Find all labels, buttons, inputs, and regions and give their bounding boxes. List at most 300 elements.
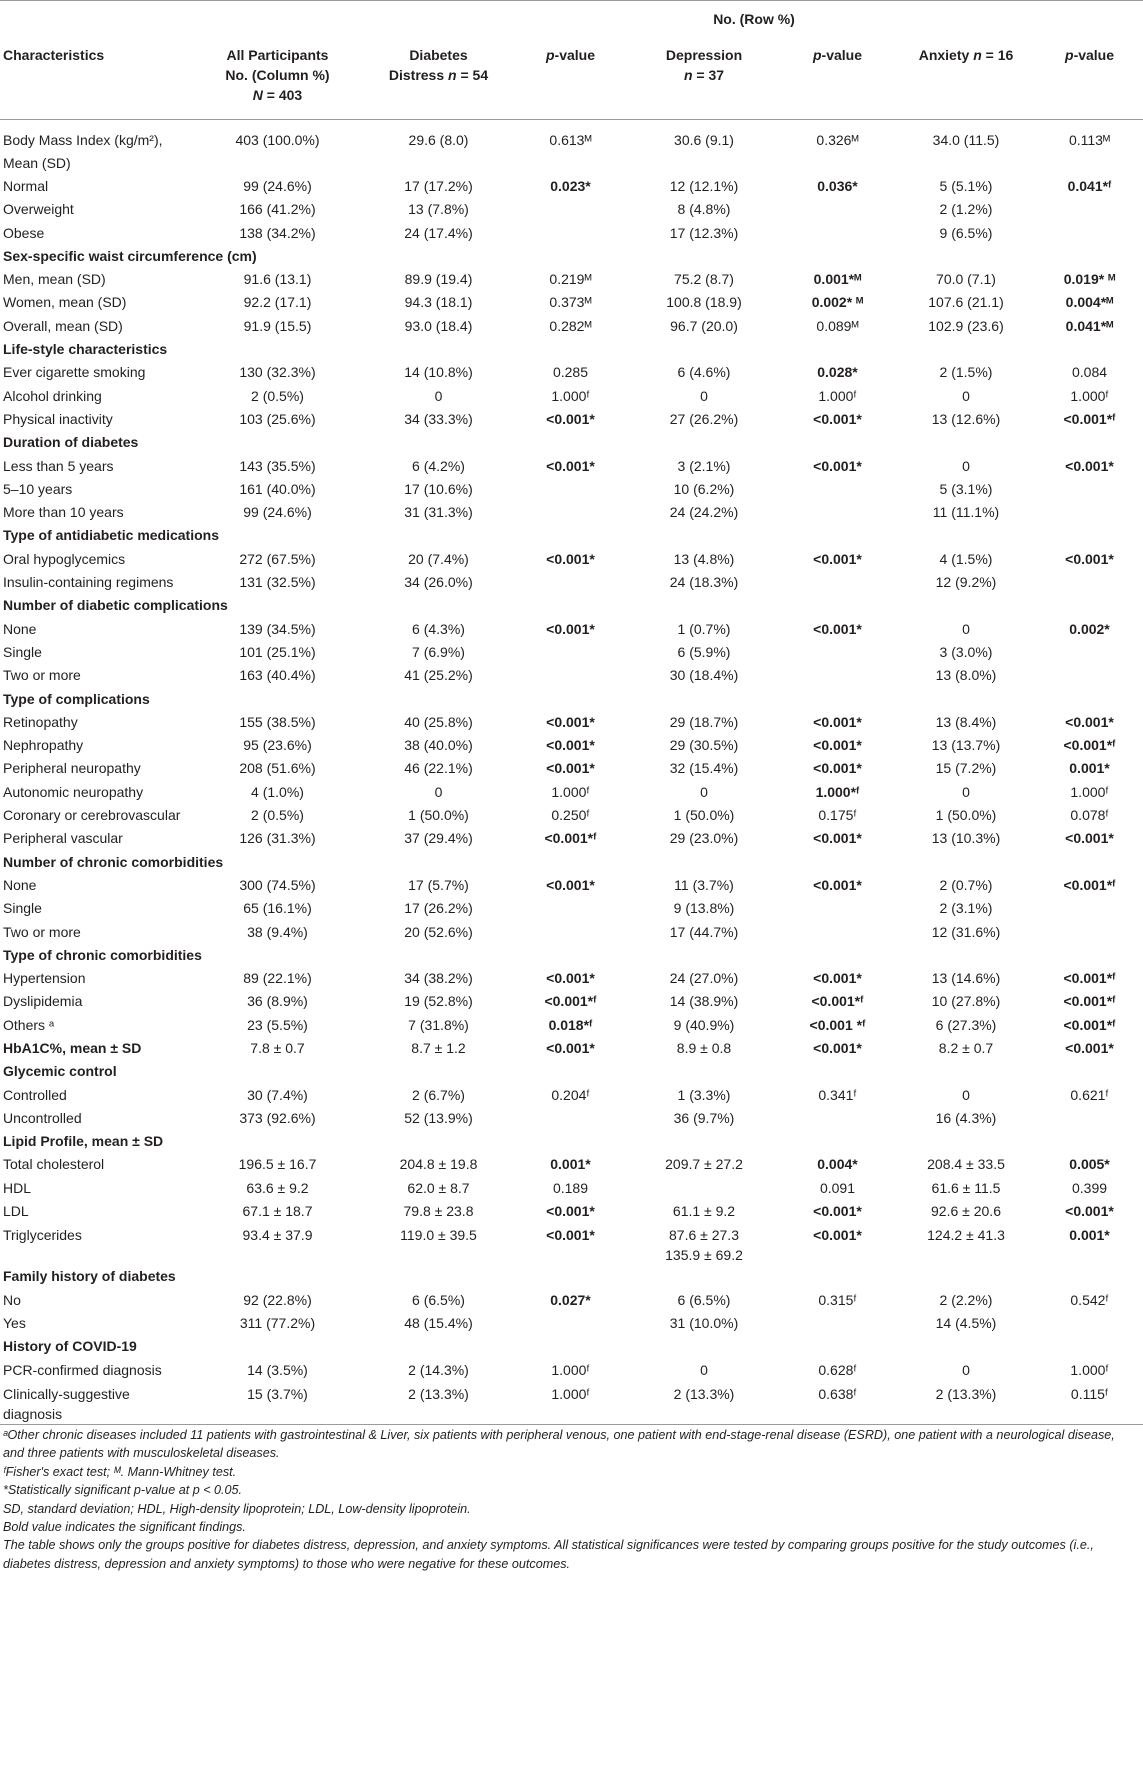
cell-dep: 17 (12.3%): [669, 224, 739, 241]
cell-p1: 1.000ᶠ: [512, 1382, 629, 1425]
cell-anx: 0: [962, 783, 970, 800]
cell-dd: 17 (26.2%): [404, 900, 473, 917]
cell-p1: <0.001*: [546, 550, 595, 567]
table-row: [0, 827, 1143, 850]
table-row: [0, 618, 1143, 641]
cell-anx: 11 (11.1%): [932, 504, 1000, 521]
table-row: [0, 1382, 1143, 1425]
cell-p1: 0.023*: [550, 178, 591, 194]
cell-all: 161 (40.0%): [239, 480, 316, 497]
cell-p2: 0.638ᶠ: [779, 1382, 896, 1425]
cell-dd: 41 (25.2%): [404, 667, 473, 684]
cell-dd: 24 (17.4%): [404, 224, 473, 241]
cell-p1: <0.001*: [546, 876, 595, 893]
cell-dd: 29.6 (8.0): [408, 132, 469, 148]
cell-dep: 0: [700, 1361, 708, 1378]
table-row: [0, 120, 1143, 176]
col-characteristics: Characteristics: [0, 37, 190, 120]
cell-anx: 9 (6.5%): [939, 224, 993, 241]
cell-dd: 93.0 (18.4): [404, 317, 473, 334]
cell-dd: 38 (40.0%): [404, 737, 473, 754]
table-row: [0, 967, 1143, 990]
cell-dep: 0: [700, 387, 708, 404]
cell-all: 91.6 (13.1): [243, 271, 312, 288]
cell-p3: 0.542ᶠ: [1070, 1291, 1109, 1308]
cell-p1: <0.001*: [546, 737, 595, 754]
cell-all: 30 (7.4%): [247, 1086, 308, 1103]
cell-anx: 16 (4.3%): [935, 1109, 997, 1126]
cell-dep: 2 (13.3%): [629, 1382, 779, 1425]
row-label: Body Mass Index (kg/m²), Mean (SD): [3, 132, 163, 171]
cell-anx: 10 (27.8%): [931, 993, 1001, 1010]
cell-p2: <0.001*: [813, 1039, 862, 1056]
cell-dep: 1 (0.7%): [677, 620, 731, 637]
cell-p3: 0.115ᶠ: [1036, 1382, 1143, 1425]
cell-dd: 2 (13.3%): [365, 1382, 512, 1425]
cell-p1: 0.027*: [550, 1291, 591, 1308]
cell-dep: [629, 1223, 779, 1265]
cell-p2: [779, 921, 896, 944]
row-label: PCR-confirmed diagnosis: [3, 1361, 162, 1378]
cell-dep: 32 (15.4%): [669, 760, 739, 777]
table-row: [0, 921, 1143, 944]
cell-dd: 2 (6.7%): [412, 1086, 465, 1103]
cell-p3: <0.001*ᶠ: [1063, 993, 1116, 1010]
cell-p1: 0.250ᶠ: [551, 807, 590, 824]
row-label: Coronary or cerebrovascular: [3, 807, 181, 824]
cell-p2: <0.001*: [813, 410, 862, 427]
cell-p3: 0.004*ᴹ: [1065, 294, 1114, 311]
cell-p2: 0.326ᴹ: [816, 132, 859, 148]
cell-dep: 29 (18.7%): [669, 713, 739, 730]
cell-anx: 70.0 (7.1): [936, 271, 996, 288]
row-label: Nephropathy: [3, 737, 84, 754]
cell-dep: 6 (6.5%): [677, 1291, 731, 1308]
cell-dd: 6 (4.3%): [412, 620, 465, 637]
row-label: Others ᵃ: [3, 1016, 55, 1033]
cell-p2: [779, 501, 896, 524]
row-label: More than 10 years: [3, 504, 124, 521]
table-row: [0, 175, 1143, 198]
table-row: [0, 1177, 1143, 1200]
section-title: Glycemic control: [3, 1063, 117, 1080]
cell-p2: <0.001*: [813, 713, 862, 730]
row-label: Autonomic neuropathy: [3, 783, 144, 800]
cell-anx: 3 (3.0%): [939, 643, 993, 660]
cell-p3: <0.001*ᶠ: [1063, 1016, 1116, 1033]
cell-p2: [779, 198, 896, 221]
cell-anx: 124.2 ± 41.3: [927, 1227, 1005, 1244]
cell-dep: 13 (4.8%): [673, 550, 735, 567]
section-row: [0, 1265, 1143, 1288]
cell-anx: 92.6 ± 20.6: [931, 1203, 1001, 1220]
cell-anx: 34.0 (11.5): [932, 132, 1000, 148]
cell-anx: 61.6 ± 11.5: [931, 1179, 1001, 1196]
table-row: [0, 198, 1143, 221]
cell-anx: 0: [962, 1086, 970, 1103]
table-row: [0, 408, 1143, 431]
cell-dd: 6 (6.5%): [412, 1291, 465, 1308]
row-label: Retinopathy: [3, 713, 78, 730]
table-row: [0, 874, 1143, 897]
row-label: Less than 5 years: [3, 457, 114, 474]
footnote-scope: The table shows only the groups positive for diabetes distress, depression, and anxiety symptoms. All statistical significances were tested by comparing groups positive for the study outcomes (i.e., diabetes distress, depression and anxiety symptoms) to those who were negative for these outcomes.: [3, 1538, 1094, 1571]
cell-anx: 208.4 ± 33.5: [927, 1156, 1005, 1173]
table-row: [0, 1037, 1143, 1060]
cell-p3: 0.084: [1071, 364, 1108, 381]
cell-dd: 119.0 ± 39.5: [400, 1227, 477, 1244]
table-row: [0, 501, 1143, 524]
cell-p3: [1036, 198, 1143, 221]
cell-dd: 7 (31.8%): [408, 1016, 469, 1033]
cell-anx: 0: [962, 387, 970, 404]
cell-p2: 0.004*: [817, 1156, 858, 1173]
cell-dd: 20 (52.6%): [404, 923, 473, 940]
cell-all: 89 (22.1%): [243, 970, 312, 987]
section-title: Lipid Profile, mean ± SD: [3, 1133, 164, 1150]
col-depression: Depression n = 37: [629, 37, 779, 120]
cell-dd: 37 (29.4%): [404, 830, 473, 847]
cell-p1: [512, 897, 629, 920]
row-label: 5–10 years: [3, 480, 73, 497]
cell-anx: 8.2 ± 0.7: [938, 1039, 994, 1056]
section-title: Family history of diabetes: [3, 1268, 176, 1285]
cell-p1: [512, 501, 629, 524]
cell-p3: 1.000ᶠ: [1070, 1361, 1109, 1378]
cell-dd: 94.3 (18.1): [404, 294, 473, 311]
row-label: Uncontrolled: [3, 1109, 82, 1126]
section-title: History of COVID-19: [3, 1338, 137, 1355]
cell-p2: <0.001 *ᶠ: [809, 1016, 866, 1033]
cell-p3: [1036, 897, 1143, 920]
cell-p3: <0.001*ᶠ: [1063, 970, 1116, 987]
cell-all: 63.6 ± 9.2: [246, 1179, 309, 1196]
cell-anx: 13 (8.0%): [935, 667, 997, 684]
cell-p2: <0.001*: [813, 876, 862, 893]
row-label: Overweight: [3, 201, 74, 218]
row-label: None: [3, 876, 37, 893]
section-row: [0, 431, 1143, 454]
row-label: Ever cigarette smoking: [3, 364, 146, 381]
cell-p1: <0.001*ᶠ: [544, 993, 597, 1010]
cell-p2: <0.001*: [813, 970, 862, 987]
table-row: [0, 1289, 1143, 1312]
footnote-abbreviations: SD, standard deviation; HDL, High-density lipoprotein; LDL, Low-density lipoprotein.: [3, 1501, 471, 1516]
cell-dd: 17 (10.6%): [404, 480, 473, 497]
cell-p2: [779, 1312, 896, 1335]
cell-all: 67.1 ± 18.7: [242, 1203, 313, 1220]
row-label: Single: [3, 900, 42, 917]
col-anxiety: Anxiety n = 16: [896, 37, 1036, 120]
section-row: [0, 338, 1143, 361]
table-row: [0, 641, 1143, 664]
section-row: [0, 524, 1143, 547]
cell-all: 23 (5.5%): [247, 1016, 308, 1033]
cell-p3: <0.001*: [1065, 550, 1114, 567]
cell-dd: 0: [434, 783, 443, 800]
cell-dep: 61.1 ± 9.2: [672, 1203, 736, 1220]
cell-p3: 0.019* ᴹ: [1063, 271, 1116, 288]
cell-all: 163 (40.4%): [239, 667, 316, 684]
cell-dep: 3 (2.1%): [677, 457, 731, 474]
cell-all: 196.5 ± 16.7: [238, 1156, 317, 1173]
cell-anx: 13 (10.3%): [931, 830, 1001, 847]
cell-dd: 7 (6.9%): [412, 643, 465, 660]
cell-p1: 0.204ᶠ: [551, 1086, 590, 1103]
cell-p3: [1036, 1107, 1143, 1130]
cell-dep: 11 (3.7%): [674, 876, 734, 893]
cell-p1: [512, 478, 629, 501]
cell-all: 138 (34.2%): [239, 224, 316, 241]
cell-p3: 0.621ᶠ: [1070, 1086, 1109, 1103]
cell-p2: <0.001*: [813, 1227, 862, 1244]
cell-p1: <0.001*: [546, 1203, 595, 1220]
row-label: Clinically-suggestive diagnosis: [0, 1382, 190, 1425]
section-title: Number of diabetic complications: [3, 597, 228, 614]
cell-dep: 0: [700, 783, 708, 800]
cell-dd: 17 (5.7%): [408, 876, 469, 893]
cell-dep: 6 (5.9%): [677, 643, 731, 660]
cell-anx: 15 (7.2%): [935, 760, 997, 777]
row-label: Hypertension: [3, 970, 86, 987]
cell-all: 92.2 (17.1): [243, 294, 312, 311]
table-footnotes: [3, 1426, 1138, 1573]
cell-p2: <0.001*: [813, 830, 862, 847]
cell-all: 143 (35.5%): [239, 457, 316, 474]
cell-p2: [779, 641, 896, 664]
cell-p2: 1.000*ᶠ: [815, 783, 860, 800]
table-row: [0, 268, 1143, 291]
table-row: [0, 804, 1143, 827]
cell-p1: 0.613ᴹ: [549, 132, 592, 148]
table-row: [0, 990, 1143, 1013]
cell-p1: <0.001*: [546, 1227, 595, 1244]
cell-p2: [779, 478, 896, 501]
cell-p1: 0.001*: [550, 1156, 591, 1173]
table-row: [0, 1312, 1143, 1335]
cell-all: 91.9 (15.5): [243, 317, 312, 334]
cell-all: 403 (100.0%): [235, 132, 320, 148]
row-label: Obese: [3, 224, 45, 241]
table-row: [0, 1200, 1143, 1223]
table-row: [0, 291, 1143, 314]
cell-p1: 0.219ᴹ: [549, 271, 592, 288]
cell-p1: [512, 198, 629, 221]
cell-all: 4 (1.0%): [251, 783, 304, 800]
cell-dep: 29 (30.5%): [669, 737, 739, 754]
section-title: Number of chronic comorbidities: [3, 853, 224, 870]
cell-p2: 0.315ᶠ: [818, 1291, 857, 1308]
row-label: Alcohol drinking: [3, 387, 102, 404]
row-label: Two or more: [3, 923, 81, 940]
table-row: [0, 664, 1143, 687]
cell-all: 2 (0.5%): [251, 387, 304, 404]
cell-p1: <0.001*: [546, 620, 595, 637]
section-row: [0, 245, 1143, 268]
cell-dd: 79.8 ± 23.8: [403, 1203, 474, 1220]
cell-p3: <0.001*ᶠ: [1063, 410, 1116, 427]
cell-p3: [1036, 1312, 1143, 1335]
cell-p3: [1036, 501, 1143, 524]
cell-p1: <0.001*: [546, 1039, 595, 1056]
cell-dd: 40 (25.8%): [404, 713, 473, 730]
cell-all: 14 (3.5%): [247, 1361, 308, 1378]
cell-p2: 0.091: [819, 1179, 856, 1196]
table-row: [0, 361, 1143, 384]
cell-all: 15 (3.7%): [190, 1382, 365, 1425]
table-row: [0, 571, 1143, 594]
cell-all: 99 (24.6%): [243, 178, 312, 194]
cell-all: 36 (8.9%): [247, 993, 308, 1010]
cell-dep: 8.9 ± 0.8: [676, 1039, 732, 1056]
cell-p2: <0.001*ᶠ: [811, 993, 864, 1010]
row-label: Women, mean (SD): [3, 294, 127, 311]
row-label: Peripheral vascular: [3, 830, 123, 847]
cell-dep: 9 (13.8%): [673, 900, 735, 917]
cell-dd: 14 (10.8%): [404, 364, 473, 381]
cell-dep: 12 (12.1%): [669, 178, 739, 194]
cell-p2: 0.036*: [817, 178, 858, 194]
cell-p2: [779, 1107, 896, 1130]
cell-p1: <0.001*: [546, 760, 595, 777]
footnote-significance: *Statistically significant p-value at p < 0.05.: [3, 1483, 243, 1498]
cell-anx: 13 (14.6%): [931, 970, 1001, 987]
cell-p1: <0.001*: [546, 970, 595, 987]
row-label: Peripheral neuropathy: [3, 760, 141, 777]
cell-dd: 1 (50.0%): [408, 807, 469, 824]
cell-all: 126 (31.3%): [239, 830, 316, 847]
cell-dep: 1 (3.3%): [677, 1086, 731, 1103]
table-body: [0, 120, 1143, 1425]
cell-p3: <0.001*: [1065, 457, 1114, 474]
cell-p3: [1036, 641, 1143, 664]
cell-p3: 0.113ᴹ: [1068, 132, 1111, 148]
cell-dep: [629, 1177, 779, 1200]
cell-anx: 13 (8.4%): [935, 713, 997, 730]
cell-dep: 14 (38.9%): [669, 993, 739, 1010]
cell-anx: 102.9 (23.6): [928, 317, 1004, 334]
cell-p1: 1.000ᶠ: [551, 387, 590, 404]
cell-dep: 24 (24.2%): [669, 504, 739, 521]
section-row: [0, 1130, 1143, 1153]
cell-p2: 0.628ᶠ: [818, 1361, 857, 1378]
cell-p1: [512, 222, 629, 245]
cell-anx: 2 (13.3%): [896, 1382, 1036, 1425]
cell-dep: 6 (4.6%): [677, 364, 731, 381]
cell-p2: [779, 664, 896, 687]
cell-anx: 1 (50.0%): [935, 807, 997, 824]
row-label: No: [3, 1291, 21, 1308]
cell-p1: 0.285: [552, 364, 589, 381]
cell-dd: 17 (17.2%): [404, 178, 473, 194]
section-row: [0, 944, 1143, 967]
cell-p1: [512, 664, 629, 687]
footnote-bold: Bold value indicates the significant findings.: [3, 1520, 246, 1535]
col-all-participants: All Participants No. (Column %) N = 403: [190, 37, 365, 120]
table-row: [0, 455, 1143, 478]
row-label: Insulin-containing regimens: [3, 574, 174, 591]
cell-p3: 0.001*: [1069, 760, 1110, 777]
cell-dep: 17 (44.7%): [669, 923, 739, 940]
section-row: [0, 1060, 1143, 1083]
section-title: Type of complications: [3, 690, 150, 707]
cell-p3: 0.041*ᶠ: [1067, 178, 1112, 194]
cell-p1: <0.001*: [546, 410, 595, 427]
cell-anx: 2 (1.5%): [939, 364, 993, 381]
cell-dd: 8.7 ± 1.2: [411, 1039, 466, 1056]
cell-dd: 62.0 ± 8.7: [407, 1179, 470, 1196]
cell-all: 65 (16.1%): [243, 900, 312, 917]
table-row: [0, 711, 1143, 734]
cell-all: 300 (74.5%): [239, 876, 316, 893]
cell-p1: <0.001*: [546, 457, 595, 474]
cell-p3: [1036, 222, 1143, 245]
table-row: [0, 1014, 1143, 1037]
cell-dep: 75.2 (8.7): [674, 271, 734, 288]
cell-p1: 0.189: [552, 1179, 589, 1196]
row-label: Oral hypoglycemics: [3, 550, 126, 567]
cell-p3: [1036, 571, 1143, 594]
cell-dep-line1: 87.6 ± 27.3: [669, 1227, 739, 1244]
cell-p2: [779, 897, 896, 920]
cell-p2: 0.175ᶠ: [818, 807, 857, 824]
cell-all: 166 (41.2%): [239, 201, 316, 218]
cell-dd: 46 (22.1%): [404, 760, 473, 777]
group-title: No. (Row %): [365, 1, 1143, 38]
cell-p1: <0.001*ᶠ: [544, 830, 597, 847]
cell-all: 272 (67.5%): [239, 550, 316, 567]
cell-p3: <0.001*ᶠ: [1063, 876, 1116, 893]
section-title: Life-style characteristics: [3, 341, 168, 358]
row-label: LDL: [3, 1203, 29, 1220]
cell-p3: 0.002*: [1069, 620, 1110, 637]
cell-all: 101 (25.1%): [239, 643, 316, 660]
cell-dep: 24 (27.0%): [669, 970, 739, 987]
row-label: Yes: [3, 1314, 26, 1331]
cell-p3: 0.078ᶠ: [1070, 807, 1109, 824]
cell-all: 208 (51.6%): [239, 760, 316, 777]
table-row: [0, 1084, 1143, 1107]
table-row: [0, 897, 1143, 920]
col-diabetes-distress: Diabetes Distress n = 54: [365, 37, 512, 120]
table-row: [0, 1359, 1143, 1382]
cell-dd: 6 (4.2%): [412, 457, 465, 474]
table-row: [0, 222, 1143, 245]
cell-all: 155 (38.5%): [239, 713, 316, 730]
row-label: HDL: [3, 1179, 32, 1196]
cell-dd: 34 (33.3%): [404, 410, 473, 427]
row-label: HbA1C%, mean ± SD: [3, 1039, 142, 1056]
cell-dep: 100.8 (18.9): [666, 294, 742, 311]
cell-p2: 0.089ᴹ: [816, 317, 859, 334]
cell-p3: 1.000ᶠ: [1070, 387, 1109, 404]
cell-anx: 12 (9.2%): [935, 574, 997, 591]
cell-p2: <0.001*: [813, 1203, 862, 1220]
cell-dd: 0: [434, 387, 443, 404]
table-row: [0, 734, 1143, 757]
cell-anx: 5 (5.1%): [939, 178, 993, 194]
table-row: [0, 478, 1143, 501]
cell-p2: [779, 222, 896, 245]
cell-anx: 2 (0.7%): [939, 876, 993, 893]
section-title: Sex-specific waist circumference (cm): [3, 247, 257, 264]
cell-dep: 209.7 ± 27.2: [665, 1156, 743, 1173]
cell-p1: 0.018*ᶠ: [548, 1016, 593, 1033]
cell-dep: 31 (10.0%): [669, 1314, 739, 1331]
table-row: [0, 1153, 1143, 1176]
cell-p3: 1.000ᶠ: [1070, 783, 1109, 800]
section-row: [0, 1335, 1143, 1358]
